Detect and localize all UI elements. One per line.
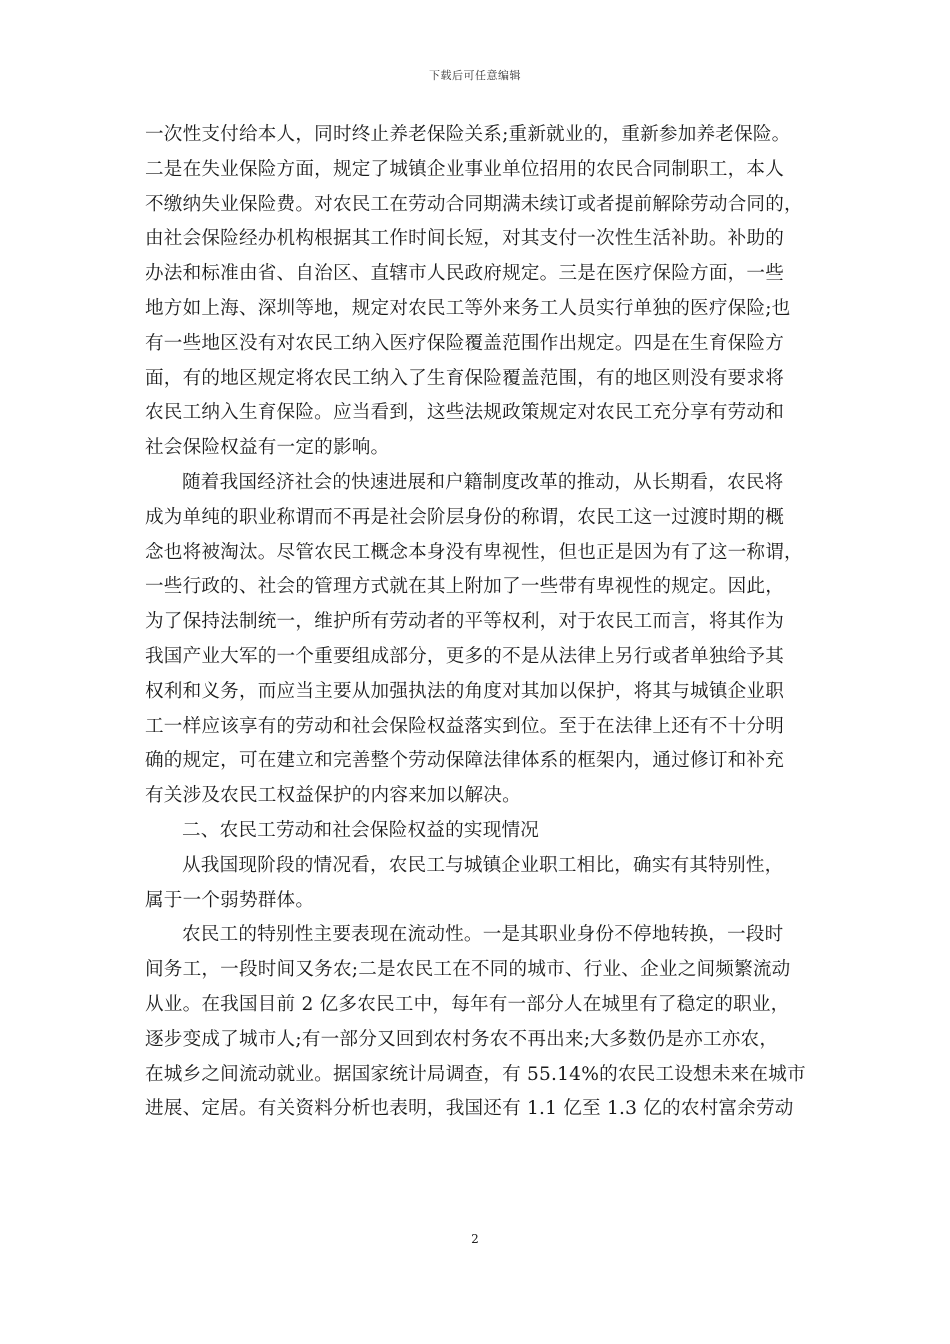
text-line: 随着我国经济社会的快速进展和户籍制度改革的推动，从长期看，农民将 <box>182 471 784 493</box>
text-line: 面，有的地区规定将农民工纳入了生育保险覆盖范围，有的地区则没有要求将 <box>145 367 784 389</box>
text-line: 不缴纳失业保险费。对农民工在劳动合同期满未续订或者提前解除劳动合同的， <box>145 193 803 215</box>
text-line: 地方如上海、深圳等地，规定对农民工等外来务工人员实行单独的医疗保险;也 <box>145 297 791 319</box>
text-line: 二、农民工劳动和社会保险权益的实现情况 <box>182 819 540 841</box>
text-line: 为了保持法制统一，维护所有劳动者的平等权利，对于农民工而言，将其作为 <box>145 611 784 633</box>
text-line: 从业。在我国目前 2 亿多农民工中，每年有一部分人在城里有了稳定的职业， <box>145 993 790 1015</box>
text-line: 一些行政的、社会的管理方式就在其上附加了一些带有卑视性的规定。因此， <box>145 576 784 598</box>
text-line: 工一样应该享有的劳动和社会保险权益落实到位。至于在法律上还有不十分明 <box>145 715 784 737</box>
text-line: 属于一个弱势群体。 <box>145 889 315 911</box>
document-body <box>145 118 807 1127</box>
text-line: 农民工的特别性主要表现在流动性。一是其职业身份不停地转换，一段时 <box>182 924 784 946</box>
text-line: 间务工，一段时间又务农;二是农民工在不同的城市、行业、企业之间频繁流动 <box>145 959 791 981</box>
text-line: 念也将被淘汰。尽管农民工概念本身没有卑视性，但也正是因为有了这一称谓， <box>145 541 803 563</box>
text-line: 进展、定居。有关资料分析也表明，我国还有 1.1 亿至 1.3 亿的农村富余劳动 <box>145 1098 794 1120</box>
text-line: 有关涉及农民工权益保护的内容来加以解决。 <box>145 785 521 807</box>
text-line: 一次性支付给本人，同时终止养老保险关系;重新就业的，重新参加养老保险。 <box>145 124 791 145</box>
page-number: 2 <box>471 1232 479 1246</box>
text-line: 成为单纯的职业称谓而不再是社会阶层身份的称谓，农民工这一过渡时期的概 <box>145 506 784 528</box>
page-header: 下载后可任意编辑 <box>429 69 521 82</box>
text-line: 权利和义务，而应当主要从加强执法的角度对其加以保护，将其与城镇企业职 <box>145 680 784 702</box>
text-line: 由社会保险经办机构根据其工作时间长短，对其支付一次性生活补助。补助的 <box>145 228 784 250</box>
text-line: 从我国现阶段的情况看，农民工与城镇企业职工相比，确实有其特别性， <box>182 854 784 876</box>
text-line: 二是在失业保险方面，规定了城镇企业事业单位招用的农民合同制职工，本人 <box>145 158 784 180</box>
text-line: 我国产业大军的一个重要组成部分，更多的不是从法律上另行或者单独给予其 <box>145 645 784 667</box>
text-line: 办法和标准由省、自治区、直辖市人民政府规定。三是在医疗保险方面，一些 <box>145 263 784 285</box>
text-line: 农民工纳入生育保险。应当看到，这些法规政策规定对农民工充分享有劳动和 <box>145 402 784 424</box>
text-line: 逐步变成了城市人;有一部分又回到农村务农不再出来;大多数仍是亦工亦农， <box>145 1028 779 1050</box>
text-line: 社会保险权益有一定的影响。 <box>145 437 390 459</box>
text-line: 在城乡之间流动就业。据国家统计局调查，有 55.14%的农民工设想未来在城市 <box>145 1063 806 1085</box>
text-line: 确的规定，可在建立和完善整个劳动保障法律体系的框架内，通过修订和补充 <box>145 750 784 772</box>
text-line: 有一些地区没有对农民工纳入医疗保险覆盖范围作出规定。四是在生育保险方 <box>145 332 784 354</box>
